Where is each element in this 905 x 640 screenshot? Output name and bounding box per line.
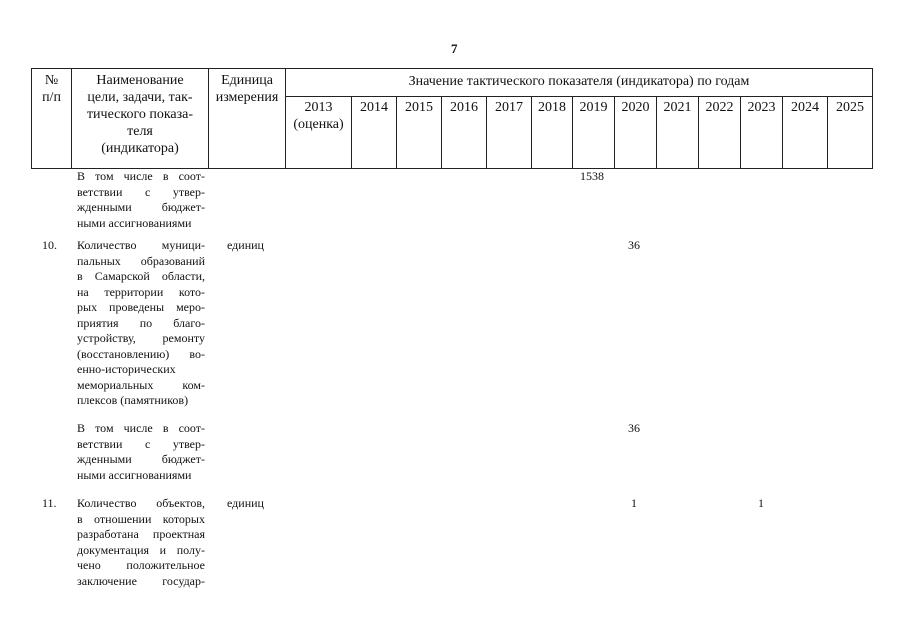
header-unit-line: измерения — [215, 90, 279, 105]
year-label: 2013 — [304, 100, 333, 116]
row-name-line: В том числе в соот- — [77, 421, 205, 435]
row-name-line: Количество объектов, — [77, 496, 205, 510]
year-label: 2018 — [538, 100, 566, 116]
year-label: 2015 — [405, 100, 433, 116]
header-name-line: тического показа- — [86, 107, 194, 122]
table-row — [77, 421, 205, 483]
table-row — [77, 169, 205, 231]
table-row — [77, 496, 205, 589]
row-number: 10. — [42, 238, 57, 252]
value-cell-2023: 1 — [758, 496, 764, 510]
row-name-line: ными ассигнованиями — [77, 467, 192, 482]
row-name-line: енно-исторических — [77, 362, 176, 376]
row-unit: единиц — [227, 238, 264, 252]
row-name-line: заключение государ- — [77, 573, 205, 588]
year-label: 2023 — [747, 100, 776, 116]
row-name-line: в отношении которых — [77, 511, 205, 526]
row-name-line: В том числе в соот- — [77, 169, 205, 183]
value-cell-2019: 1538 — [580, 169, 604, 183]
row-number: 11. — [42, 496, 57, 510]
row-name-line: чено положительное — [77, 558, 205, 572]
row-name-line: ветствии с утвер- — [77, 436, 205, 451]
page-number: 7 — [451, 41, 458, 56]
row-name-line: документация и полу- — [77, 542, 205, 557]
year-label: 2024 — [791, 100, 819, 116]
row-name-line: рых проведены меро- — [77, 300, 205, 314]
header-number-sign: № — [44, 73, 59, 88]
row-name-line: в Самарской области, — [77, 269, 205, 283]
year-label: 2022 — [705, 100, 734, 116]
row-name-line: плексов (памятников) — [77, 393, 189, 407]
header-name-line: теля — [127, 124, 153, 139]
header-name-line: (индикатора) — [101, 141, 179, 156]
year-label: 2017 — [495, 100, 523, 116]
row-name-line: ными ассигнованиями — [77, 215, 192, 230]
row-name-line: пальных образований — [77, 253, 205, 268]
year-label: 2014 — [360, 100, 388, 116]
row-name-line: на территории кото- — [77, 284, 205, 299]
row-name-line: приятия по благо- — [77, 315, 205, 330]
row-name-line: разработана проектная — [77, 527, 205, 541]
row-name-line: жденными бюджет- — [77, 200, 205, 214]
year-label: 2021 — [663, 100, 692, 116]
year-label: 2016 — [450, 100, 478, 116]
year-label: 2019 — [579, 100, 608, 116]
row-unit: единиц — [227, 496, 264, 510]
row-name-line: жденными бюджет- — [77, 452, 205, 466]
year-label: 2025 — [836, 100, 864, 116]
year-label: 2020 — [621, 100, 650, 116]
year-note: (оценка) — [293, 117, 344, 133]
header-number-label: п/п — [42, 90, 61, 105]
value-cell-2020: 1 — [631, 496, 637, 510]
value-cell-2020: 36 — [628, 421, 640, 435]
header-unit-line: Единица — [221, 73, 273, 88]
value-cell-2020: 36 — [628, 238, 640, 252]
header-name-line: Наименование — [96, 73, 184, 88]
header-name-line: цели, задачи, так- — [87, 90, 193, 105]
row-name-line: ветствии с утвер- — [77, 184, 205, 199]
row-name-line: (восстановлению) во- — [77, 346, 205, 361]
row-name-line: мемориальных ком- — [77, 377, 205, 392]
row-name-line: устройству, ремонту — [77, 331, 205, 345]
table-row — [77, 238, 205, 409]
header-values-title-text: Значение тактического показателя (индикатора) по годам — [408, 74, 750, 89]
row-name-line: Количество муници- — [77, 238, 205, 252]
